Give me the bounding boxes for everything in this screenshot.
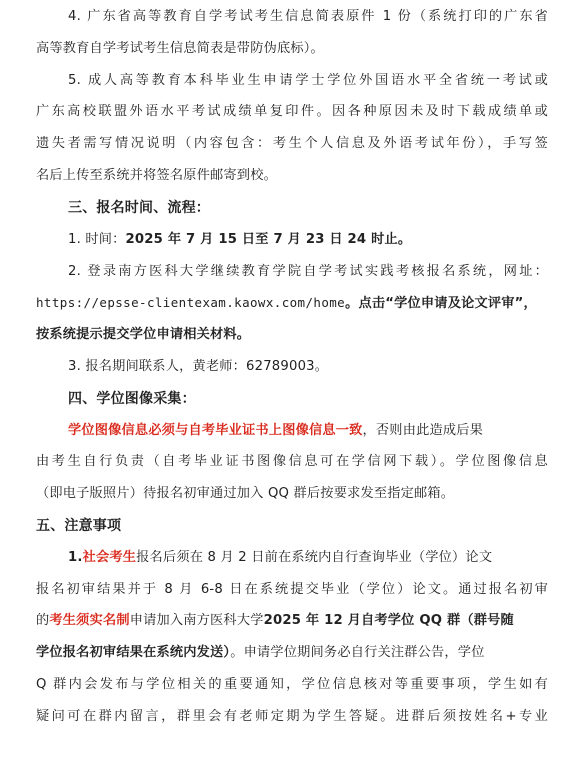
para4-line1: 4. 广东省高等教育自学考试考生信息简表原件 1 份（系统打印的广东省 — [68, 9, 548, 24]
section5-heading: 五、注意事项 — [36, 518, 122, 534]
section3-heading: 三、报名时间、流程： — [68, 200, 210, 216]
section3-item2-instruction: 。点击“学位申请及论文评审”， — [345, 296, 537, 311]
section4-heading: 四、学位图像采集： — [68, 391, 196, 407]
para5-line3: 遗失者需写情况说明（内容包含：考生个人信息及外语考试年份），手写签 — [36, 136, 548, 151]
section5-line5: Q 群内会发布与学位相关的重要通知，学位信息核对等重要事项，学生如有 — [36, 677, 548, 692]
section4-line2: 由考生自行负责（自考毕业证书图像信息可在学信网下载）。学位图像信息 — [36, 454, 548, 469]
section5-qq-group: 2025 年 12 月自考学位 QQ 群（群号随 — [263, 613, 514, 628]
section4-emphasis: 学位图像信息必须与自考毕业证书上图像信息一致 — [68, 423, 363, 438]
section5-real-name-required: 考生须实名制 — [49, 613, 130, 628]
section5-social-candidates: 社会考生 — [82, 550, 137, 565]
section3-item1-label: 1. 时间： — [68, 232, 126, 247]
section4-line3: （即电子版照片）待报名初审通过加入 QQ 群后按要求发至指定邮箱。 — [36, 486, 455, 501]
section5-line2: 报名初审结果并于 8 月 6-8 日在系统提交毕业（学位）论文。通过报名初审 — [36, 582, 548, 597]
section5-line1 — [68, 547, 548, 569]
section5-line3 — [36, 610, 548, 632]
para5-line2: 广东高校联盟外语水平考试成绩单复印件。因各种原因未及时下载成绩单或 — [36, 104, 548, 119]
section3-item2-line1: 2. 登录南方医科大学继续教育学院自学考试实践考核报名系统，网址： — [68, 264, 548, 279]
section5-group-number-note: 学位报名初审结果在系统内发送） — [36, 645, 231, 660]
section5-line6: 疑问可在群内留言，群里会有老师定期为学生答疑。进群后须按姓名+专业 — [36, 709, 548, 724]
section5-item-number: 1. — [68, 550, 83, 565]
section5-line1-rest: 报名后须在 8 月 2 日前在系统内自行查询毕业（学位）论文 — [136, 550, 493, 565]
section3-item1 — [68, 229, 548, 251]
registration-url-link[interactable]: https://epsse-clientexam.kaowx.com/home — [36, 295, 346, 310]
section4-line1-rest: ，否则由此造成后果 — [362, 423, 484, 438]
section3-item3: 3. 报名期间联系人，黄老师：62789003。 — [68, 359, 329, 374]
section5-line3-prefix: 的 — [36, 613, 50, 628]
para4-line2: 高等教育自学考试考生信息简表是带防伪底标）。 — [36, 41, 324, 56]
section5-line3-mid: 申请加入南方医科大学 — [129, 613, 264, 628]
section3-item2-line3: 按系统提示提交学位申请相关材料。 — [36, 327, 251, 342]
para5-line1: 5. 成人高等教育本科毕业生申请学士学位外国语水平全省统一考试或 — [68, 73, 548, 88]
section5-line4 — [36, 642, 548, 664]
section3-item1-time: 2025 年 7 月 15 日至 7 月 23 日 24 时止。 — [125, 232, 412, 247]
section3-item2-line2 — [36, 292, 548, 314]
section4-line1 — [68, 420, 548, 442]
section5-line4-rest: 。申请学位期间务必自行关注群公告，学位 — [230, 645, 485, 660]
para5-line4: 名后上传至系统并将签名原件邮寄到校。 — [36, 168, 277, 183]
